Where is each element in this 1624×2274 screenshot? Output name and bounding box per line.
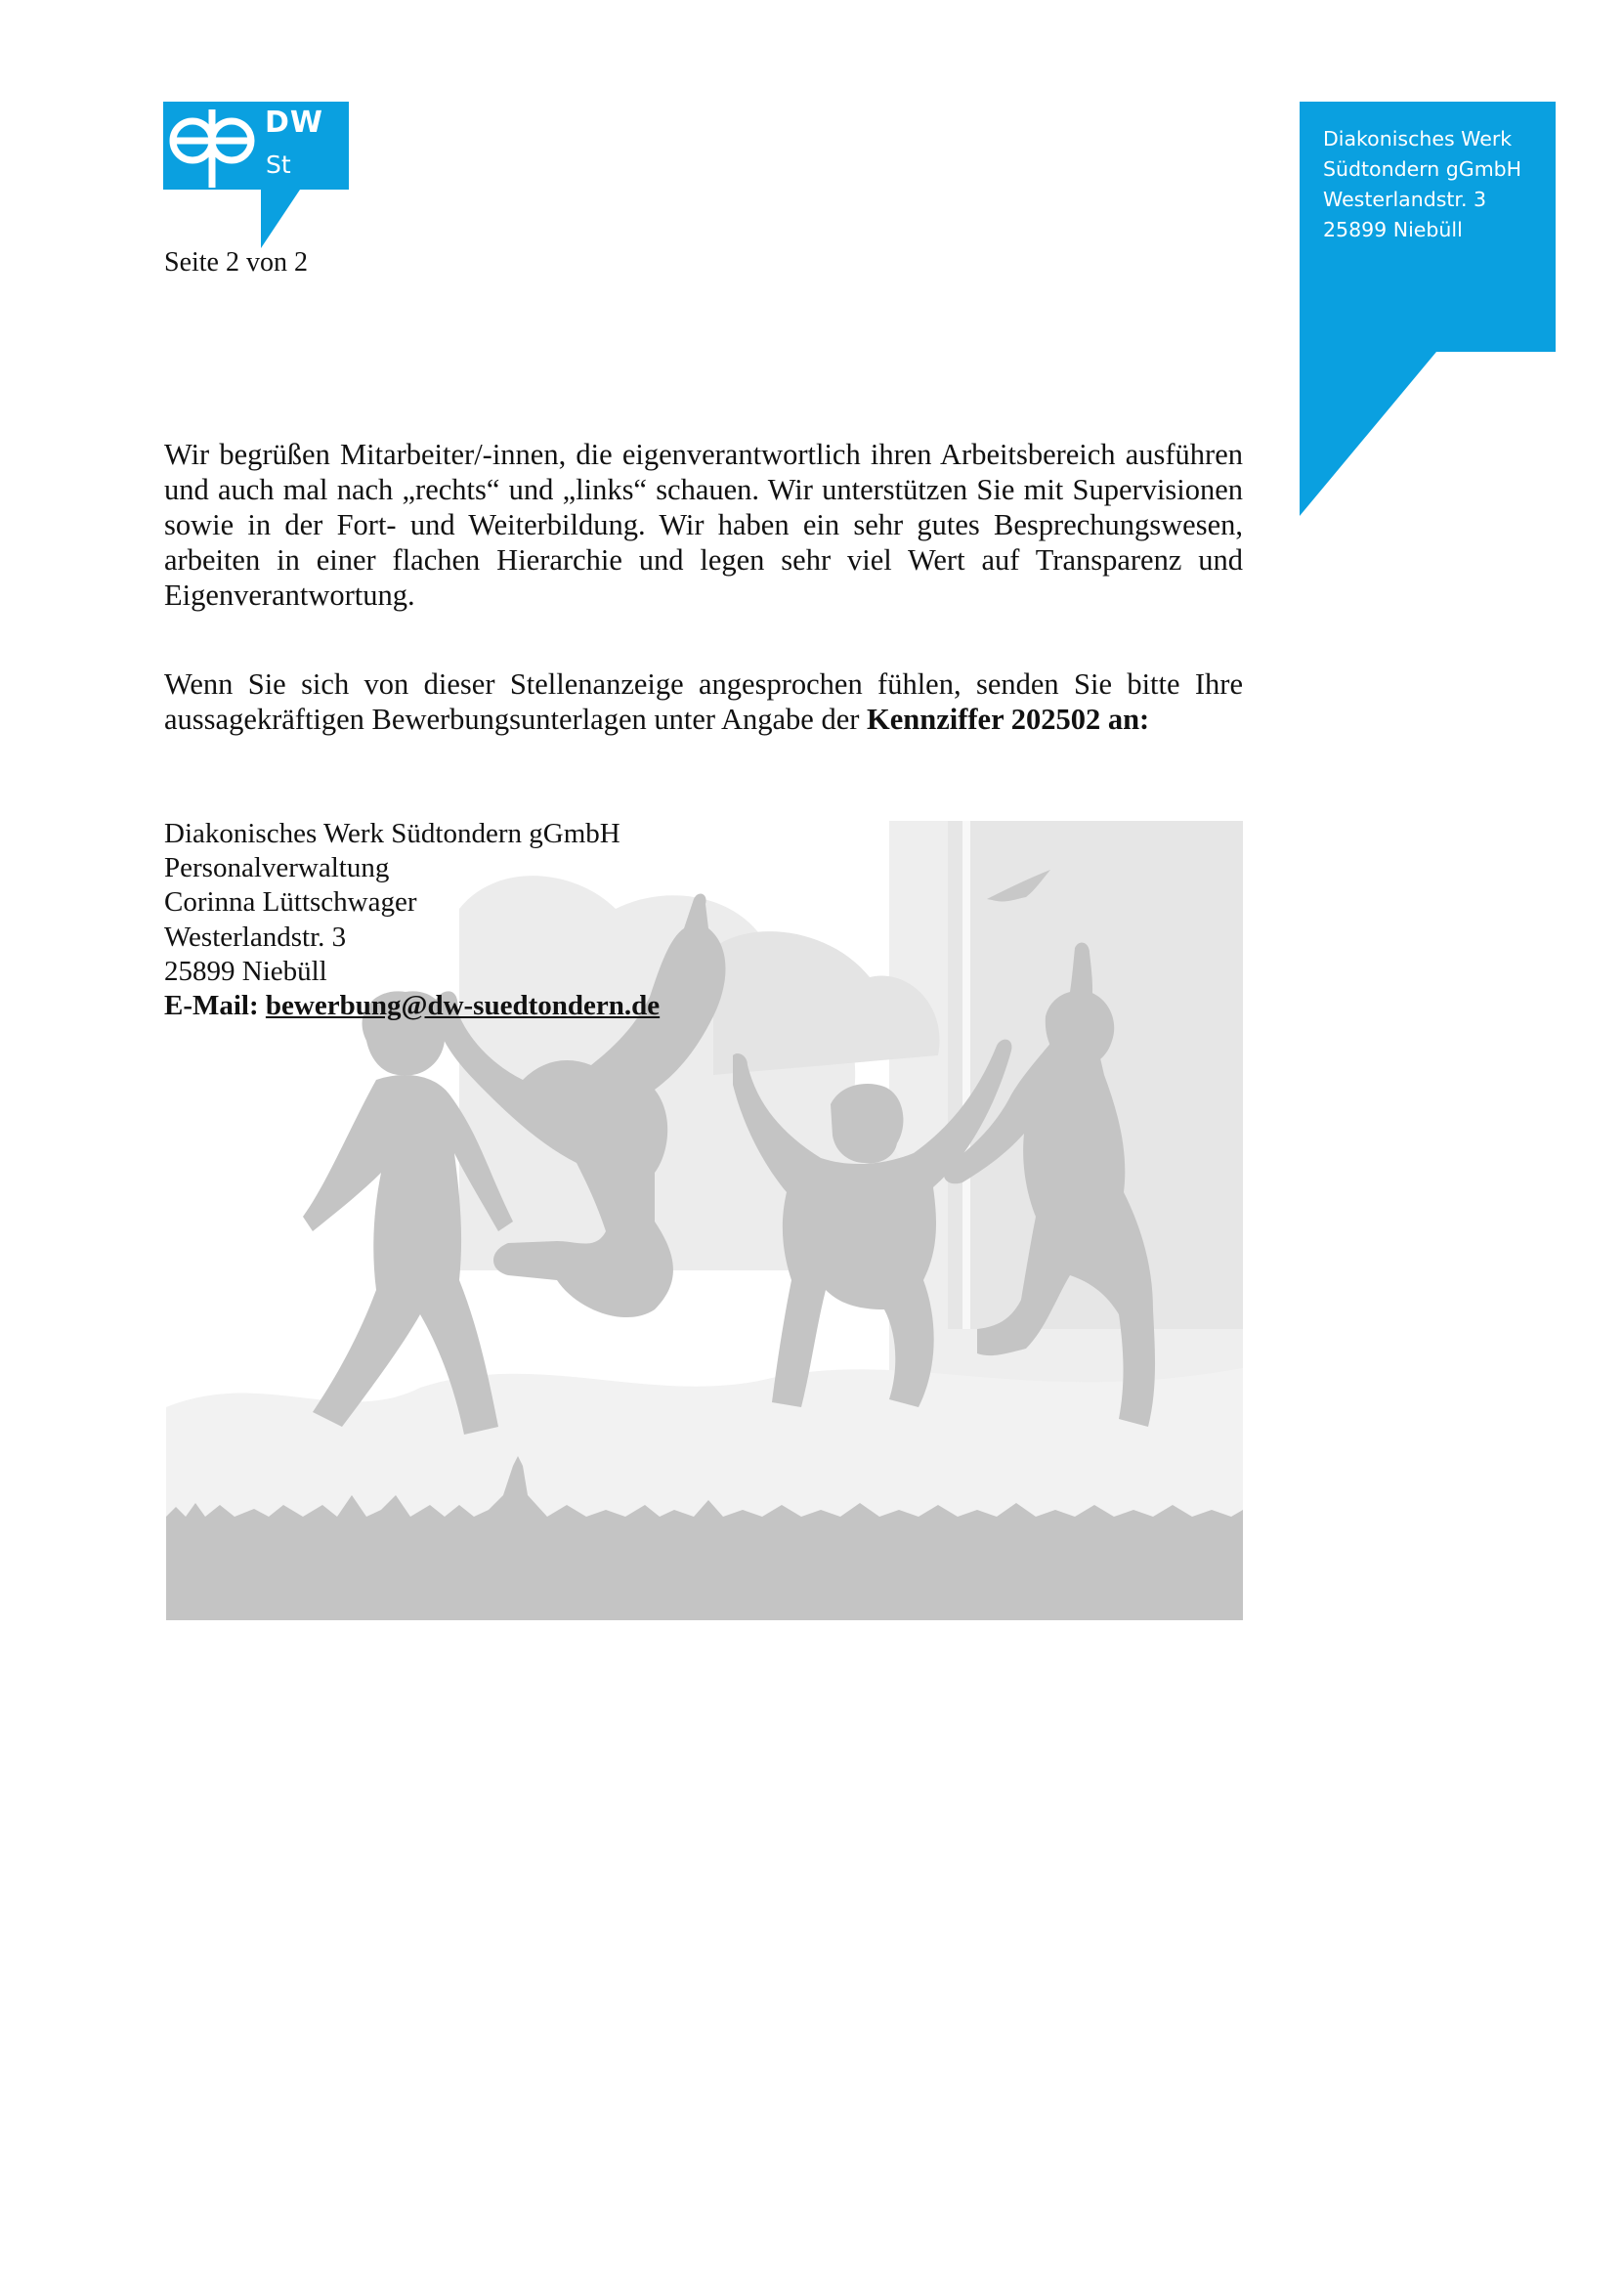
reference-number: Kennziffer 202502 an:	[867, 703, 1150, 736]
address-line: Westerlandstr. 3	[164, 921, 347, 953]
email-link[interactable]: bewerbung@dw-suedtondern.de	[265, 990, 661, 1022]
email-line	[164, 989, 660, 1023]
paragraph-application-instructions	[164, 666, 1243, 737]
org-info-text	[1323, 124, 1521, 245]
paragraph-team-culture: Wir begrüßen Mitarbeiter/-innen, die eigenverantwortlich ihren Arbeitsbereich ausführen und auch mal nach „rechts“ und „links“ schauen. Wir unterstützen Sie mit Supervisionen sowie in der Fort- und Weiterbildung. Wir haben ein sehr gutes Besprechungswesen, arbeiten in einer flachen Hierarchie und legen sehr viel Wert auf Transparenz und Eigenverantwortung.	[164, 438, 1243, 612]
logo-text-dw: DW	[265, 106, 323, 140]
address-line: Personalverwaltung	[164, 852, 390, 884]
page-number: Seite 2 von 2	[164, 247, 308, 278]
org-line: Diakonisches Werk	[1323, 127, 1513, 150]
address-line: Diakonisches Werk Südtondern gGmbH	[164, 818, 620, 849]
paragraph-application-text: Wenn Sie sich von dieser Stellenanzeige angesprochen fühlen, senden Sie bitte Ihre aussagekräftigen Bewerbungsunterlagen unter Angabe der	[164, 667, 1243, 736]
email-label: E-Mail:	[164, 990, 259, 1022]
org-line: 25899 Niebüll	[1323, 218, 1463, 241]
org-line: Westerlandstr. 3	[1323, 188, 1487, 211]
address-block	[164, 817, 660, 1023]
address-line: Corinna Lüttschwager	[164, 886, 417, 919]
org-line: Südtondern gGmbH	[1323, 157, 1522, 181]
address-line: 25899 Niebüll	[164, 955, 327, 987]
logo-text-st: St	[266, 150, 291, 179]
